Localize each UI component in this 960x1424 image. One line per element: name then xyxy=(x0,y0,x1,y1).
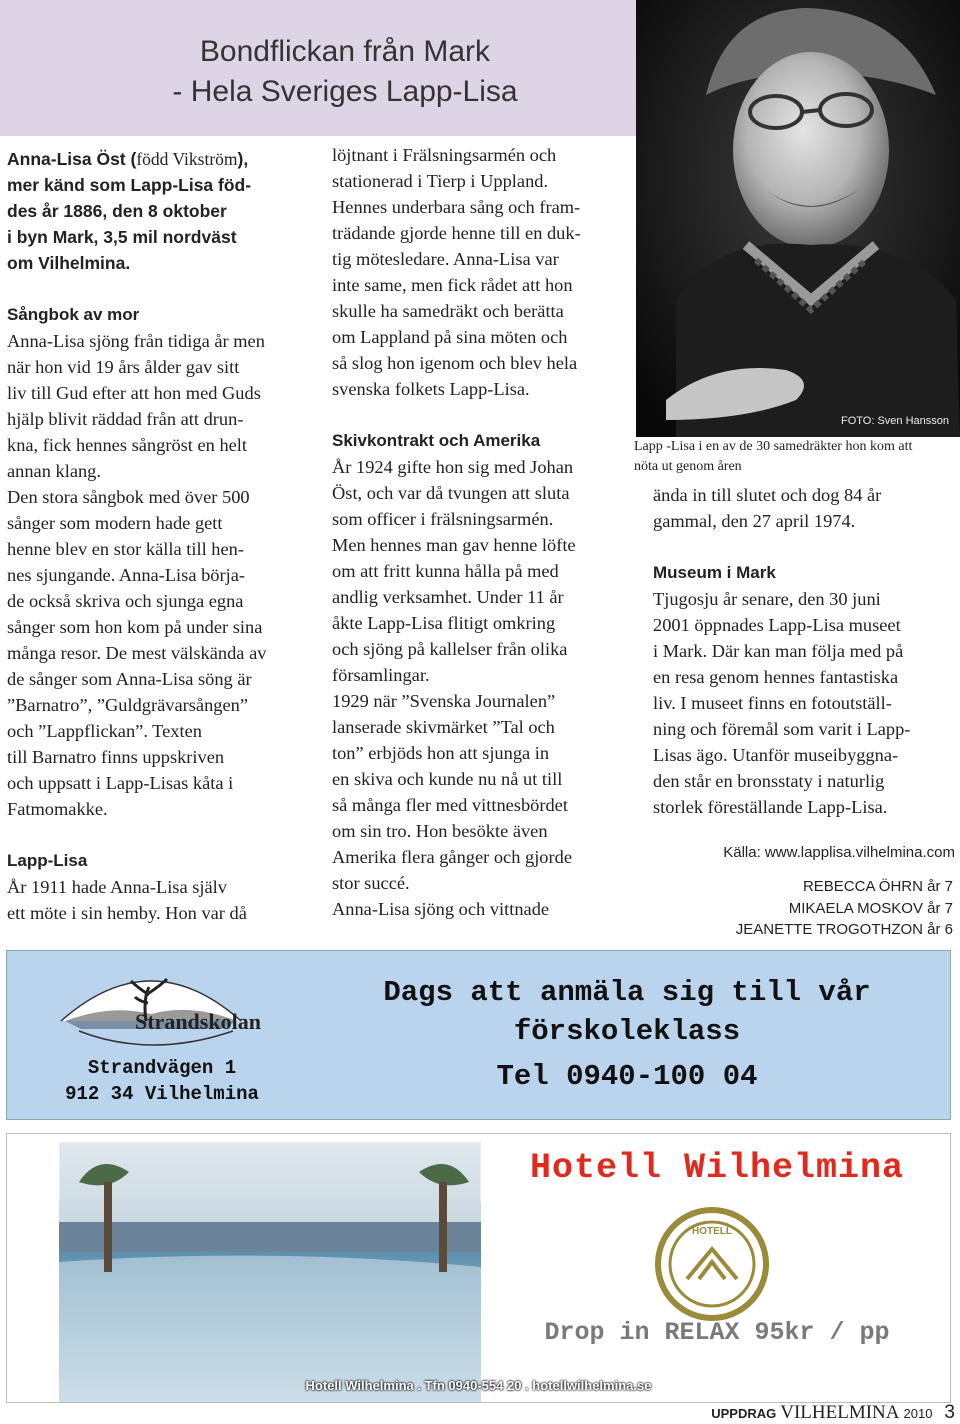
hotel-pool-photo xyxy=(59,1142,481,1402)
text-line: löjtnant i Frälsningsarmén och xyxy=(332,145,557,165)
lead-line: i byn Mark, 3,5 mil nordväst xyxy=(7,227,237,247)
text-line: hjälp blivit räddad från att drun- xyxy=(7,409,244,429)
text-line: en skiva och kunde nu nå ut till xyxy=(332,769,563,789)
text-line: ton” erbjöds hon att sjunga in xyxy=(332,743,550,763)
text-line: Öst, och var då tvungen att sluta xyxy=(332,483,570,503)
column-2 xyxy=(332,142,624,922)
text-line: tig mötesledare. Anna-Lisa var xyxy=(332,249,559,269)
text-line: en resa genom hennes fantastiska xyxy=(653,667,899,687)
school-phone: Tel 0940-100 04 xyxy=(496,1060,758,1093)
text-line: många resor. De mest välskända av xyxy=(7,643,267,663)
text-line: 2001 öppnades Lapp-Lisa museet xyxy=(653,615,901,635)
text-line: sånger som hon kom på under sina xyxy=(7,617,263,637)
page-title xyxy=(80,32,610,112)
text-line: när hon vid 19 års ålder gav sitt xyxy=(7,357,240,377)
page-footer xyxy=(620,1402,955,1424)
text-line: ett möte i sin hemby. Hon var då xyxy=(7,903,247,923)
text-line: nes sjungande. Anna-Lisa börja- xyxy=(7,565,245,585)
text-line: Anna-Lisa sjöng från tidiga år men xyxy=(7,331,265,351)
footer-label-small: UPPDRAG xyxy=(711,1406,777,1421)
source-line: Källa: www.lapplisa.vilhelmina.com xyxy=(723,844,955,861)
text-line: inte same, men fick rådet att hon xyxy=(332,275,573,295)
text-line: och sjöng på kallelser från olika xyxy=(332,639,568,659)
lead-close: ), xyxy=(237,149,249,169)
text-line: År 1924 gifte hon sig med Johan xyxy=(332,457,574,477)
footer-label-big: VILHELMINA xyxy=(780,1402,900,1423)
lead-paragraph xyxy=(7,146,309,276)
text-line: liv till Gud efter att hon med Guds xyxy=(7,383,261,403)
caption-line-1: Lapp -Lisa i en av de 30 samedräkter hon kom att xyxy=(634,439,913,454)
caption-line-2: nöta ut genom åren xyxy=(634,459,742,474)
text-line: Den stora sångbok med över 500 xyxy=(7,487,250,507)
text-line: svenska folkets Lapp-Lisa. xyxy=(332,379,530,399)
col2-body-a xyxy=(332,142,624,402)
lead-line: om Vilhelmina. xyxy=(7,253,131,273)
text-line: och ”Lappflickan”. Texten xyxy=(7,721,202,741)
text-line: Hennes underbara sång och fram- xyxy=(332,197,581,217)
author-line: JEANETTE TROGOTHZON år 6 xyxy=(735,921,953,938)
headline-line-1: Dags att anmäla sig till vår xyxy=(383,976,871,1009)
text-line: Tjugosju år senare, den 30 juni xyxy=(653,589,881,609)
text-line: stor succé. xyxy=(332,873,410,893)
section-heading-museum: Museum i Mark xyxy=(653,563,776,582)
hotel-footer: Hotell Wilhelmina . Tfn 0940-554 20 . hotellwilhelmina.se xyxy=(305,1378,652,1393)
text-line: trädande gjorde henne till en duk- xyxy=(332,223,581,243)
section-heading-lapp-lisa: Lapp-Lisa xyxy=(7,851,88,870)
badge-text: HOTELL xyxy=(692,1226,732,1237)
text-line: om att fritt kunna hålla på med xyxy=(332,561,559,581)
text-line: som officer i frälsningsarmén. xyxy=(332,509,554,529)
text-line: de också skriva och sjunga egna xyxy=(7,591,244,611)
text-line: om Lappland på sina möten och xyxy=(332,327,568,347)
title-line-2: - Hela Sveriges Lapp-Lisa xyxy=(172,75,518,108)
photo-credit: FOTO: Sven Hansson xyxy=(841,415,950,427)
text-line: skulle ha samedräkt och berätta xyxy=(332,301,564,321)
text-line: Fatmomakke. xyxy=(7,799,108,819)
col2-body-b xyxy=(332,454,624,922)
page-number: 3 xyxy=(944,1402,955,1423)
text-line: gammal, den 27 april 1974. xyxy=(653,511,856,531)
hotel-name: Hotell Wilhelmina xyxy=(529,1148,905,1188)
photo-caption xyxy=(634,437,960,477)
text-line: ning och föremål som varit i Lapp- xyxy=(653,719,911,739)
text-line: År 1911 hade Anna-Lisa själv xyxy=(7,877,227,897)
text-line: stationerad i Tierp i Uppland. xyxy=(332,171,549,191)
headline-line-2: förskoleklass xyxy=(513,1015,741,1048)
portrait-photo xyxy=(636,0,960,437)
school-ad xyxy=(6,950,951,1120)
logo-name: Strandskolan xyxy=(135,1009,261,1034)
text-line: den står en bronsstaty i naturlig xyxy=(653,771,885,791)
text-line: till Barnatro finns uppskriven xyxy=(7,747,225,767)
text-line: ”Barnatro”, ”Guldgrävarsången” xyxy=(7,695,248,715)
text-line: och uppsatt i Lapp-Lisas kåta i xyxy=(7,773,234,793)
lead-line: mer känd som Lapp-Lisa föd- xyxy=(7,175,252,195)
author-line: MIKAELA MOSKOV år 7 xyxy=(788,899,953,917)
address-line-2: 912 34 Vilhelmina xyxy=(65,1083,259,1105)
text-line: församlingar. xyxy=(332,665,430,685)
authors xyxy=(600,876,953,941)
text-line: liv. I museet finns en fotoutställ- xyxy=(653,693,892,713)
text-line: i Mark. Där kan man följa med på xyxy=(653,641,904,661)
text-line: de sånger som Anna-Lisa söng är xyxy=(7,669,252,689)
column-1 xyxy=(7,146,309,926)
text-line: så slog hon igenom och blev hela xyxy=(332,353,578,373)
footer-year: 2010 xyxy=(903,1406,933,1421)
portrait-illustration xyxy=(636,0,960,437)
school-address xyxy=(27,1055,297,1107)
text-line: Amerika flera gånger och gjorde xyxy=(332,847,572,867)
hotel-badge-graphic xyxy=(647,1204,777,1324)
lead-name: Anna-Lisa Öst ( xyxy=(7,149,137,169)
text-line: ända in till slutet och dog 84 år xyxy=(653,485,882,505)
lead-line: des år 1886, den 8 oktober xyxy=(7,201,227,221)
title-line-1: Bondflickan från Mark xyxy=(199,35,491,68)
text-line: andlig verksamhet. Under 11 år xyxy=(332,587,564,607)
text-line: om sin tro. Hon besökte även xyxy=(332,821,548,841)
text-line: Anna-Lisa sjöng och vittnade xyxy=(332,899,550,919)
lead-born: född Vikström xyxy=(136,149,238,169)
hotel-badge xyxy=(647,1204,777,1324)
hotel-offer: Drop in RELAX 95kr / pp xyxy=(544,1318,890,1347)
text-line: henne blev en stor källa till hen- xyxy=(7,539,244,559)
author-line: REBECCA ÖHRN år 7 xyxy=(802,878,953,895)
school-headline xyxy=(307,973,947,1051)
section-heading-skivkontrakt: Skivkontrakt och Amerika xyxy=(332,431,541,450)
text-line: Men hennes man gav henne löfte xyxy=(332,535,576,555)
text-line: sånger som modern hade gett xyxy=(7,513,223,533)
text-line: storlek föreställande Lapp-Lisa. xyxy=(653,797,888,817)
address-line-1: Strandvägen 1 xyxy=(87,1057,237,1079)
text-line: Lisas ägo. Utanför museibyggna- xyxy=(653,745,899,765)
text-line: kna, fick hennes sångröst en helt xyxy=(7,435,248,455)
col3-body-a xyxy=(653,482,955,534)
text-line: åkte Lapp-Lisa flitigt omkring xyxy=(332,613,556,633)
section-heading-sangbok: Sångbok av mor xyxy=(7,305,140,324)
text-line: så många fler med vittnesbördet xyxy=(332,795,568,815)
section-body-sangbok xyxy=(7,328,309,822)
text-line: annan klang. xyxy=(7,461,101,481)
hotel-ad xyxy=(6,1133,951,1403)
text-line: lanserade skivmärket ”Tal och xyxy=(332,717,555,737)
col3-body-b xyxy=(653,586,955,820)
section-body-lapp-lisa xyxy=(7,874,309,926)
column-3 xyxy=(653,482,955,820)
text-line: 1929 när ”Svenska Journalen” xyxy=(332,691,556,711)
